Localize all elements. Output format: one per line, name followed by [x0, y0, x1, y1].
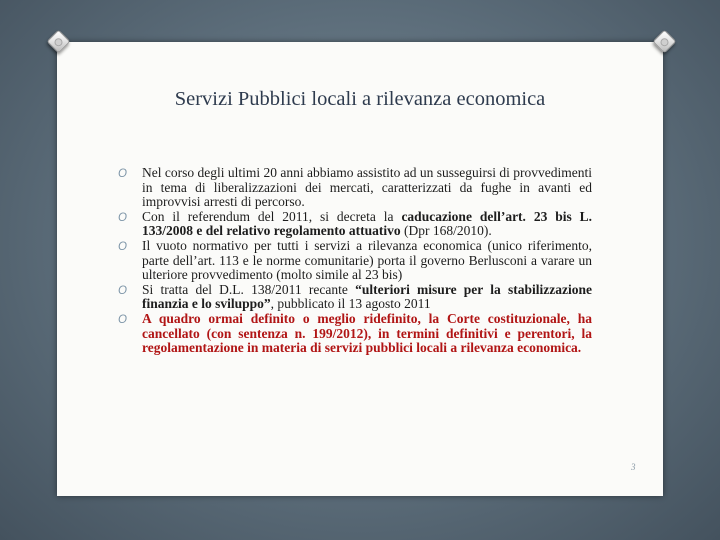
- bullet-text: Il vuoto normativo per tutti i servizi a rilevanza economica (unico riferimento, parte dell’art. 113 e le norme comunitarie) porta il governo Berlusconi a varare un ulteriore provvedimento (molto simile al 23 bis): [142, 237, 592, 283]
- bullet-o-icon: O: [118, 211, 127, 224]
- bullet-text: Con il referendum del 2011, si decreta la: [142, 208, 402, 224]
- bullet-item: [118, 237, 592, 283]
- bullet-text: Nel corso degli ultimi 20 anni abbiamo assistito ad un susseguirsi di provvedimenti in tema di liberalizzazioni dei mercati, caratterizzati da fughe in avanti ed improvvisi arresti di percorso.: [142, 165, 592, 210]
- bullet-text-bold: “ulteriori misure per la stabilizzazione finanzia e lo sviluppo”: [142, 281, 592, 312]
- bullet-o-icon: O: [118, 284, 127, 297]
- bullet-item: [118, 281, 592, 312]
- bullet-item: [118, 310, 592, 356]
- bullet-text-highlight: A quadro ormai definito o meglio ridefinito, la Corte costituzionale, ha cancellato (con sentenza n. 199/2012), in termini definitivi e perentori, la regolamentazione in materia di servizi pubblici locali a rilevanza economica.: [142, 310, 592, 356]
- bullet-text: , pubblicato il 13 agosto 2011: [270, 296, 431, 312]
- bullet-text: Si tratta del D.L. 138/2011 recante: [142, 281, 356, 297]
- slide-title: Servizi Pubblici locali a rilevanza economica: [174, 88, 546, 110]
- bullet-o-icon: O: [118, 168, 127, 180]
- page-number: 3: [631, 462, 636, 472]
- bullet-o-icon: O: [118, 313, 127, 326]
- bullet-list: [118, 165, 592, 356]
- bullet-text: (Dpr 168/2010).: [400, 223, 492, 239]
- bullet-o-icon: O: [118, 240, 127, 253]
- bullet-item: [118, 208, 592, 239]
- bullet-item: [118, 165, 592, 210]
- bullet-text-bold: caducazione dell’art. 23 bis L. 133/2008 e del relativo regolamento attuativo: [142, 208, 592, 239]
